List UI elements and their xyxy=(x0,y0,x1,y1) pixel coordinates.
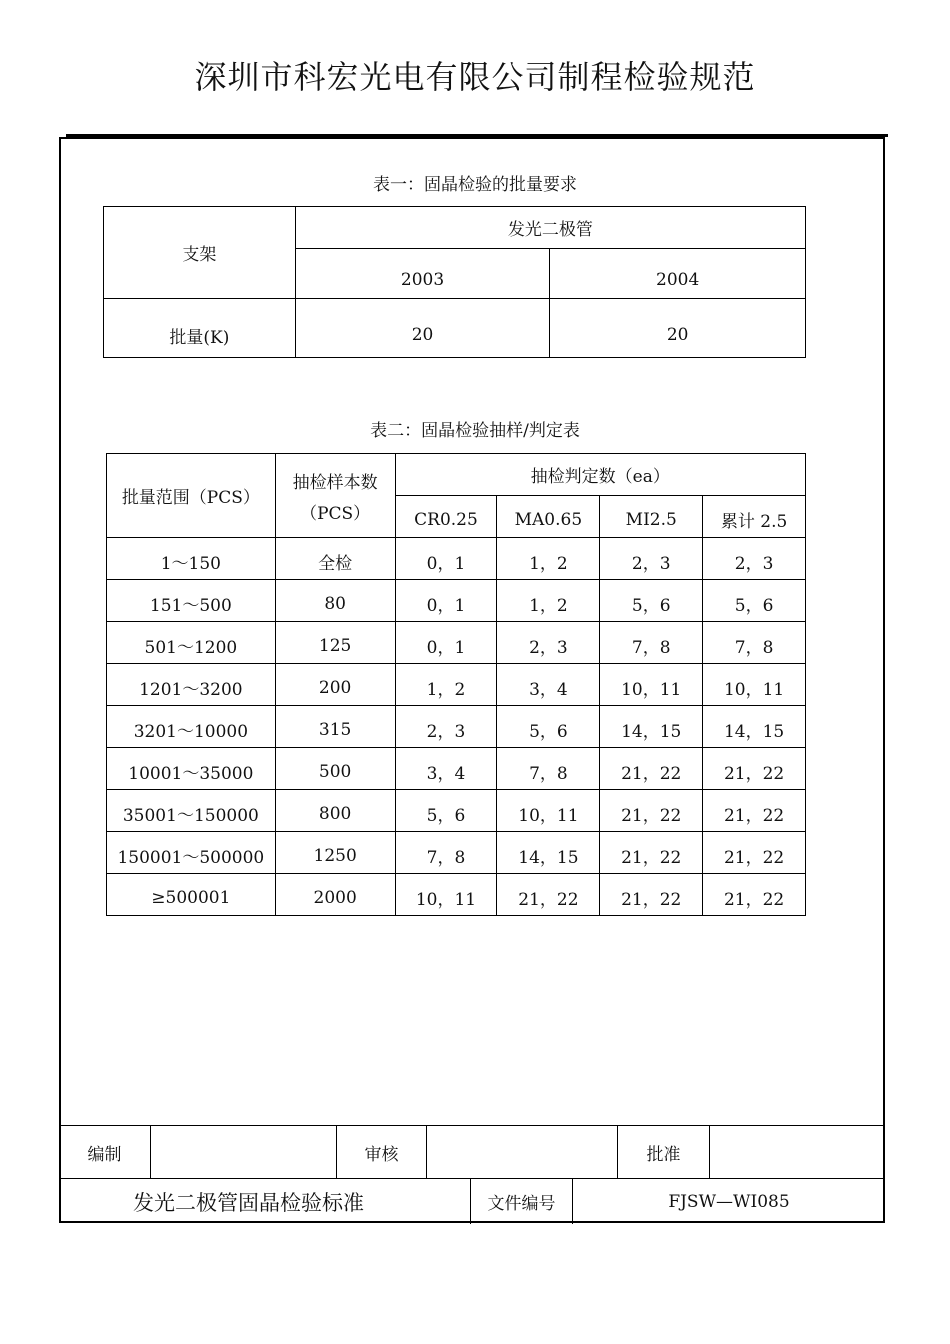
table-row xyxy=(107,706,806,748)
decision-group-header: 抽检判定数（ea） xyxy=(395,454,805,496)
mi-decision-cell: 21，22 xyxy=(600,748,703,790)
table-row xyxy=(107,538,806,580)
lot-range-header: 批量范围（PCS） xyxy=(107,454,276,538)
cumulative-header: 累计 2.5 xyxy=(703,496,806,538)
lot-range-cell: 3201～10000 xyxy=(107,706,276,748)
table-row xyxy=(107,790,806,832)
cr-decision-cell: 0，1 xyxy=(395,538,497,580)
lot-range-cell: 35001～150000 xyxy=(107,790,276,832)
sample-size-cell: 80 xyxy=(275,580,395,622)
ma-decision-cell: 1，2 xyxy=(497,580,600,622)
mi-decision-cell: 7，8 xyxy=(600,622,703,664)
sample-size-header-line2: （PCS） xyxy=(300,503,371,524)
approved-value xyxy=(710,1126,885,1179)
cumulative-decision-cell: 7，8 xyxy=(703,622,806,664)
cr-decision-cell: 7，8 xyxy=(395,832,497,874)
lot-range-cell: 501～1200 xyxy=(107,622,276,664)
mi-decision-cell: 14，15 xyxy=(600,706,703,748)
lot-range-cell: 10001～35000 xyxy=(107,748,276,790)
ma-decision-cell: 21，22 xyxy=(497,874,600,916)
mi-decision-cell: 2，3 xyxy=(600,538,703,580)
ma-decision-cell: 1，2 xyxy=(497,538,600,580)
lot-range-cell: 1～150 xyxy=(107,538,276,580)
batch-size-label: 批量(K) xyxy=(104,299,296,358)
mi-header: MI2.5 xyxy=(600,496,703,538)
cumulative-decision-cell: 21，22 xyxy=(703,748,806,790)
ma-decision-cell: 3，4 xyxy=(497,664,600,706)
mi-decision-cell: 5，6 xyxy=(600,580,703,622)
sample-size-cell: 1250 xyxy=(275,832,395,874)
batch-size-2004: 20 xyxy=(550,299,806,358)
reviewed-label: 审核 xyxy=(337,1126,427,1179)
ma-decision-cell: 10，11 xyxy=(497,790,600,832)
sample-size-header-line1: 抽检样本数 xyxy=(292,472,378,493)
table-row xyxy=(107,874,806,916)
mi-decision-cell: 10，11 xyxy=(600,664,703,706)
ma-decision-cell: 14，15 xyxy=(497,832,600,874)
sample-size-cell: 125 xyxy=(275,622,395,664)
table-row xyxy=(107,664,806,706)
ma-decision-cell: 2，3 xyxy=(497,622,600,664)
sample-size-cell: 500 xyxy=(275,748,395,790)
sample-size-header xyxy=(275,454,395,538)
lot-range-cell: 150001～500000 xyxy=(107,832,276,874)
sample-size-cell: 200 xyxy=(275,664,395,706)
table2-caption: 表二：固晶检验抽样/判定表 xyxy=(370,421,580,441)
document-info-row xyxy=(59,1178,885,1224)
cumulative-decision-cell: 2，3 xyxy=(703,538,806,580)
document-title: 深圳市科宏光电有限公司制程检验规范 xyxy=(194,58,756,96)
cr-header: CR0.25 xyxy=(395,496,497,538)
approval-row xyxy=(59,1125,885,1179)
batch-size-2003: 20 xyxy=(295,299,550,358)
cr-decision-cell: 3，4 xyxy=(395,748,497,790)
table-row xyxy=(107,748,806,790)
sampling-decision-table xyxy=(106,453,806,916)
table-row xyxy=(107,622,806,664)
compiled-label: 编制 xyxy=(59,1126,151,1179)
model-2003-header: 2003 xyxy=(295,249,550,299)
cr-decision-cell: 0，1 xyxy=(395,622,497,664)
table1-caption: 表一：固晶检验的批量要求 xyxy=(373,175,577,195)
mi-decision-cell: 21，22 xyxy=(600,874,703,916)
doc-number-label: 文件编号 xyxy=(471,1179,573,1224)
cr-decision-cell: 0，1 xyxy=(395,580,497,622)
cumulative-decision-cell: 21，22 xyxy=(703,832,806,874)
batch-requirement-table xyxy=(103,206,806,358)
lot-range-cell: 151～500 xyxy=(107,580,276,622)
reviewed-value xyxy=(427,1126,618,1179)
ma-header: MA0.65 xyxy=(497,496,600,538)
approved-label: 批准 xyxy=(618,1126,710,1179)
cr-decision-cell: 10，11 xyxy=(395,874,497,916)
document-name: 发光二极管固晶检验标准 xyxy=(59,1179,471,1224)
mi-decision-cell: 21，22 xyxy=(600,790,703,832)
cumulative-decision-cell: 21，22 xyxy=(703,790,806,832)
lot-range-cell: ≥500001 xyxy=(107,874,276,916)
cr-decision-cell: 2，3 xyxy=(395,706,497,748)
cumulative-decision-cell: 10，11 xyxy=(703,664,806,706)
ma-decision-cell: 5，6 xyxy=(497,706,600,748)
cumulative-decision-cell: 21，22 xyxy=(703,874,806,916)
compiled-value xyxy=(151,1126,337,1179)
bracket-header: 支架 xyxy=(104,207,296,299)
sample-size-cell: 2000 xyxy=(275,874,395,916)
sample-size-cell: 全检 xyxy=(275,538,395,580)
lot-range-cell: 1201～3200 xyxy=(107,664,276,706)
table-row xyxy=(107,832,806,874)
led-group-header: 发光二极管 xyxy=(295,207,805,249)
mi-decision-cell: 21，22 xyxy=(600,832,703,874)
cumulative-decision-cell: 14，15 xyxy=(703,706,806,748)
sample-size-cell: 315 xyxy=(275,706,395,748)
cumulative-decision-cell: 5，6 xyxy=(703,580,806,622)
ma-decision-cell: 7，8 xyxy=(497,748,600,790)
model-2004-header: 2004 xyxy=(550,249,806,299)
doc-number-value: FJSW—WI085 xyxy=(668,1191,790,1212)
cr-decision-cell: 1，2 xyxy=(395,664,497,706)
table-row xyxy=(107,580,806,622)
cr-decision-cell: 5，6 xyxy=(395,790,497,832)
sample-size-cell: 800 xyxy=(275,790,395,832)
